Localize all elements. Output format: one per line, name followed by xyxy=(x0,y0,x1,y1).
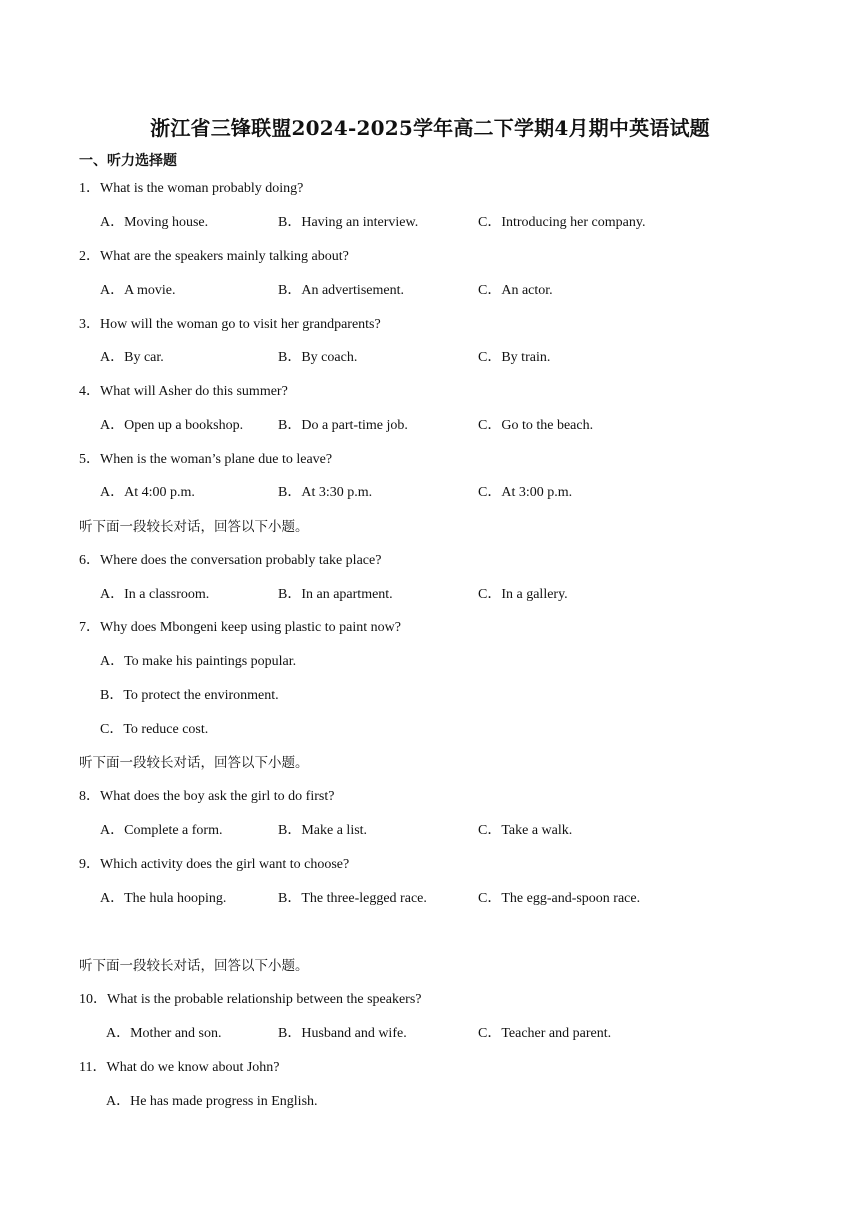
option-5b: B．At 3:30 p.m. xyxy=(278,485,373,500)
question-5 xyxy=(79,450,332,470)
option-8a: A．Complete a form. xyxy=(100,823,223,838)
question-9 xyxy=(79,855,349,875)
question-text: Why does Mbongeni keep using plastic to paint now? xyxy=(100,620,401,635)
question-text: Which activity does the girl want to choose? xyxy=(100,857,350,872)
option-9c: C．The egg-and-spoon race. xyxy=(478,891,641,906)
question-10 xyxy=(79,990,422,1010)
option-9a: A．The hula hooping. xyxy=(100,891,227,906)
option-3b: B．By coach. xyxy=(278,350,358,365)
option-3c: C．By train. xyxy=(478,350,551,365)
listening-instruction: 听下面一段较长对话，回答以下小题。 xyxy=(79,958,309,974)
question-6 xyxy=(79,551,381,571)
option-4a: A．Open up a bookshop. xyxy=(100,418,244,433)
question-number: 3． xyxy=(79,317,100,332)
option-1a: A．Moving house. xyxy=(100,215,209,230)
question-2 xyxy=(79,247,349,267)
question-number: 4． xyxy=(79,384,100,399)
question-4 xyxy=(79,382,288,402)
question-text: What is the woman probably doing? xyxy=(100,181,304,196)
option-6c: C．In a gallery. xyxy=(478,587,568,602)
option-6a: A．In a classroom. xyxy=(100,587,210,602)
question-11 xyxy=(79,1058,280,1078)
option-9b: B．The three-legged race. xyxy=(278,891,427,906)
question-3 xyxy=(79,315,381,335)
question-number: 6． xyxy=(79,553,100,568)
option-10a: A．Mother and son. xyxy=(106,1026,222,1041)
option-11a: A．He has made progress in English. xyxy=(106,1094,318,1109)
page-title: 浙江省三锋联盟2024-2025学年高二下学期4月期中英语试题 xyxy=(150,116,710,140)
option-1c: C．Introducing her company. xyxy=(478,215,646,230)
question-1 xyxy=(79,179,303,199)
question-text: What does the boy ask the girl to do first? xyxy=(100,789,335,804)
option-7b: B．To protect the environment. xyxy=(100,688,279,703)
option-10c: C．Teacher and parent. xyxy=(478,1026,612,1041)
option-7c: C．To reduce cost. xyxy=(100,722,209,737)
option-2a: A．A movie. xyxy=(100,283,176,298)
question-text: What are the speakers mainly talking about? xyxy=(100,249,349,264)
question-number: 7． xyxy=(79,620,100,635)
listening-instruction: 听下面一段较长对话，回答以下小题。 xyxy=(79,519,309,535)
option-7a: A．To make his paintings popular. xyxy=(100,654,297,669)
question-text: What do we know about John? xyxy=(106,1060,280,1075)
question-8 xyxy=(79,787,334,807)
question-number: 11． xyxy=(79,1060,107,1075)
option-5c: C．At 3:00 p.m. xyxy=(478,485,573,500)
listening-instruction: 听下面一段较长对话，回答以下小题。 xyxy=(79,755,309,771)
question-text: Where does the conversation probably take place? xyxy=(100,553,382,568)
question-text: What is the probable relationship between the speakers? xyxy=(107,992,422,1007)
option-4c: C．Go to the beach. xyxy=(478,418,594,433)
option-6b: B．In an apartment. xyxy=(278,587,393,602)
question-text: What will Asher do this summer? xyxy=(100,384,288,399)
question-number: 8． xyxy=(79,789,100,804)
question-text: How will the woman go to visit her grandparents? xyxy=(100,317,381,332)
option-1b: B．Having an interview. xyxy=(278,215,419,230)
option-5a: A．At 4:00 p.m. xyxy=(100,485,195,500)
question-number: 10． xyxy=(79,992,107,1007)
section-heading: 一、听力选择题 xyxy=(79,153,177,169)
question-number: 9． xyxy=(79,857,100,872)
option-2b: B．An advertisement. xyxy=(278,283,404,298)
option-10b: B．Husband and wife. xyxy=(278,1026,407,1041)
question-7 xyxy=(79,618,401,638)
option-3a: A．By car. xyxy=(100,350,164,365)
question-number: 5． xyxy=(79,452,100,467)
option-8c: C．Take a walk. xyxy=(478,823,573,838)
question-text: When is the woman’s plane due to leave? xyxy=(100,452,333,467)
question-number: 2． xyxy=(79,249,100,264)
question-number: 1． xyxy=(79,181,100,196)
option-4b: B．Do a part-time job. xyxy=(278,418,408,433)
option-8b: B．Make a list. xyxy=(278,823,368,838)
option-2c: C．An actor. xyxy=(478,283,553,298)
